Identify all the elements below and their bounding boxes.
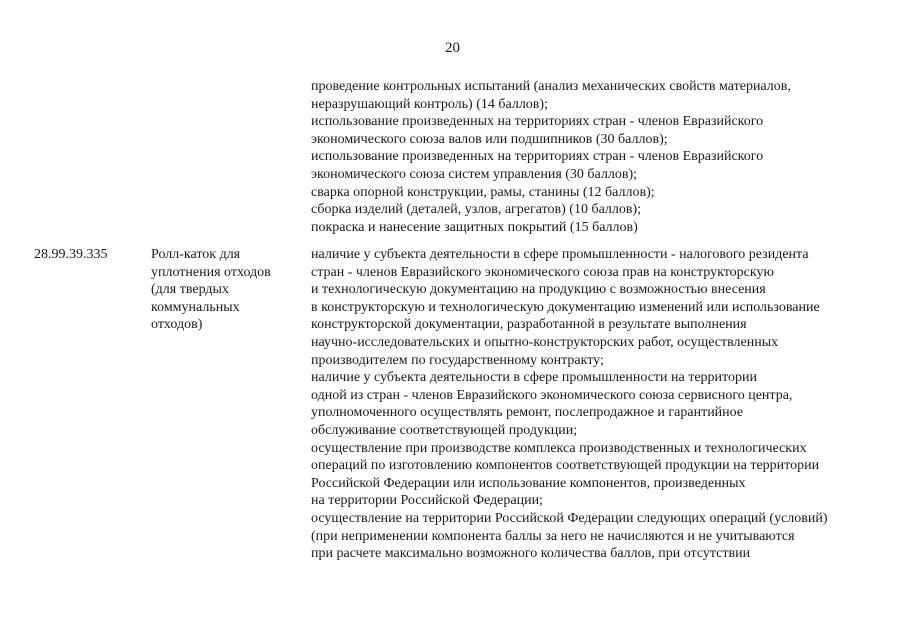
text-line: (при неприменении компонента баллы за него не начисляются и не учитываются bbox=[311, 528, 795, 544]
text-line: неразрушающий контроль) (14 баллов); bbox=[311, 96, 548, 112]
text-line: операций по изготовлению компонентов соответствующей продукции на территории bbox=[311, 458, 820, 474]
text-line: конструкторской документации, разработанной в результате выполнения bbox=[311, 317, 747, 333]
text-line: научно-исследовательских и опытно-конструкторских работ, осуществленных bbox=[311, 334, 779, 350]
requirements-cell bbox=[311, 246, 828, 563]
text-line: осуществление на территории Российской Федерации следующих операций (условий) bbox=[311, 510, 828, 526]
text-line: производителем по государственному контракту; bbox=[311, 352, 604, 368]
product-name-line: отходов) bbox=[151, 317, 203, 333]
text-line: наличие у субъекта деятельности в сфере промышленности - налогового резидента bbox=[311, 247, 809, 262]
product-name-line: Ролл-каток для bbox=[151, 247, 241, 262]
text-line: в конструкторскую и технологическую документацию изменений или использование bbox=[311, 299, 820, 315]
text-line: при расчете максимально возможного количества баллов, при отсутствии bbox=[311, 546, 751, 562]
text-line: одной из стран - членов Евразийского экономического союза сервисного центра, bbox=[311, 387, 793, 403]
text-line: сварка опорной конструкции, рамы, станины (12 баллов); bbox=[311, 184, 655, 200]
text-line: экономического союза валов или подшипников (30 баллов); bbox=[311, 131, 668, 147]
text-line: экономического союза систем управления (30 баллов); bbox=[311, 166, 638, 182]
text-line: стран - членов Евразийского экономического союза прав на конструкторскую bbox=[311, 264, 774, 280]
text-line: осуществление при производстве комплекса производственных и технологических bbox=[311, 440, 807, 456]
product-name-line: уплотнения отходов bbox=[151, 264, 271, 280]
text-line: проведение контрольных испытаний (анализ механических свойств материалов, bbox=[311, 79, 791, 94]
text-line: покраска и нанесение защитных покрытий (15 баллов) bbox=[311, 219, 638, 235]
text-line: использование произведенных на территориях стран - членов Евразийского bbox=[311, 114, 764, 130]
product-name-line: (для твердых bbox=[151, 282, 229, 298]
page-number: 20 bbox=[445, 40, 460, 56]
text-line: Российской Федерации или использование компонентов, произведенных bbox=[311, 475, 746, 491]
text-line: наличие у субъекта деятельности в сфере промышленности на территории bbox=[311, 370, 757, 386]
text-line: уполномоченного осуществлять ремонт, послепродажное и гарантийное bbox=[311, 405, 744, 421]
text-line: обслуживание соответствующей продукции; bbox=[311, 422, 578, 438]
continued-requirements-text bbox=[311, 78, 791, 236]
product-code-cell bbox=[34, 246, 108, 264]
text-line: и технологическую документацию на продукцию с возможностью внесения bbox=[311, 282, 766, 298]
product-name-cell bbox=[151, 246, 271, 334]
text-line: сборка изделий (деталей, узлов, агрегатов) (10 баллов); bbox=[311, 202, 642, 218]
product-code: 28.99.39.335 bbox=[34, 247, 108, 262]
text-line: использование произведенных на территориях стран - членов Евразийского bbox=[311, 149, 764, 165]
product-name-line: коммунальных bbox=[151, 299, 240, 315]
text-line: на территории Российской Федерации; bbox=[311, 493, 543, 509]
